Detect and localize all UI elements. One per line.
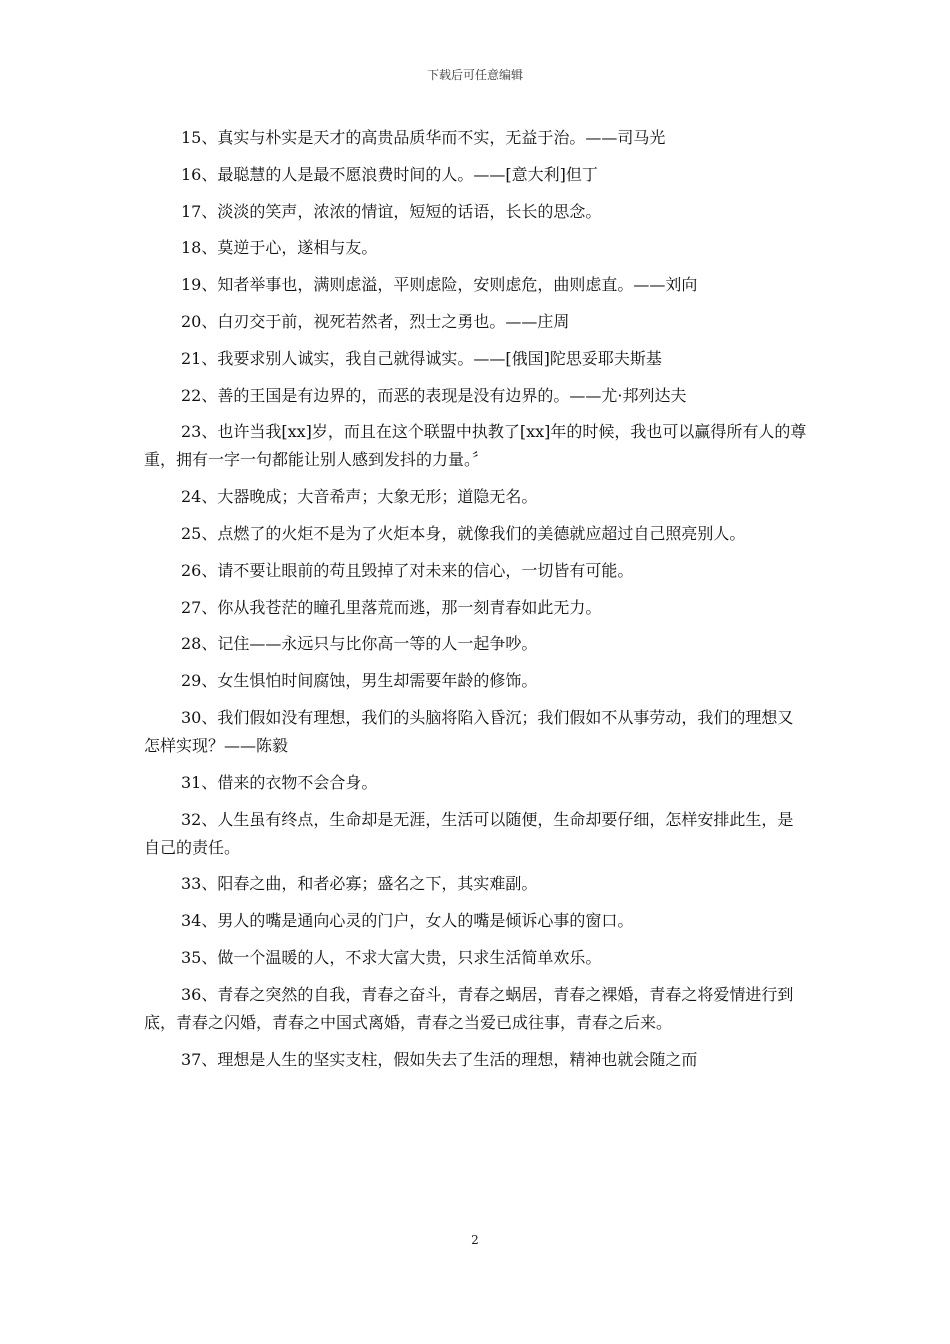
list-item: 16、最聪慧的人是最不愿浪费时间的人。——[意大利]但丁 [181, 164, 598, 184]
list-item: 17、淡淡的笑声，浓浓的情谊，短短的话语，长长的思念。 [181, 201, 602, 221]
quote-list [144, 124, 808, 1082]
list-item: 31、借来的衣物不会合身。 [181, 772, 378, 792]
list-item: 33、阳春之曲，和者必寡；盛名之下，其实难副。 [181, 874, 538, 894]
list-item: 36、青春之突然的自我，青春之奋斗，青春之蜗居，青春之裸婚，青春之将爱情进行到底，青春之闪婚，青春之中国式离婚，青春之当爱已成往事，青春之后来。 [144, 984, 794, 1032]
list-item: 35、做一个温暖的人，不求大富大贵，只求生活简单欢乐。 [181, 947, 602, 967]
list-item: 30、我们假如没有理想，我们的头脑将陷入昏沉；我们假如不从事劳动，我们的理想又怎样实现？——陈毅 [144, 707, 794, 755]
list-item: 18、莫逆于心，遂相与友。 [181, 238, 378, 258]
list-item: 15、真实与朴实是天才的高贵品质华而不实，无益于治。——司马光 [181, 128, 666, 147]
list-item: 26、请不要让眼前的苟且毁掉了对未来的信心，一切皆有可能。 [181, 560, 634, 580]
list-item: 20、白刃交于前，视死若然者，烈士之勇也。——庄周 [181, 311, 570, 331]
list-item: 22、善的王国是有边界的，而恶的表现是没有边界的。——尤·邦列达夫 [181, 385, 687, 405]
list-item: 34、男人的嘴是通向心灵的门户，女人的嘴是倾诉心事的窗口。 [181, 911, 634, 931]
list-item: 28、记住——永远只与比你高一等的人一起争吵。 [181, 634, 538, 654]
list-item: 19、知者举事也，满则虑溢，平则虑险，安则虑危，曲则虑直。——刘向 [181, 275, 698, 295]
page-header: 下载后可任意编辑 [426, 68, 523, 82]
list-item: 29、女生惧怕时间腐蚀，男生却需要年龄的修饰。 [181, 671, 538, 691]
list-item: 37、理想是人生的坚实支柱，假如失去了生活的理想，精神也就会随之而 [181, 1049, 698, 1069]
list-item: 21、我要求别人诚实，我自己就得诚实。——[俄国]陀思妥耶夫斯基 [181, 348, 662, 368]
page-number: 2 [471, 1233, 479, 1247]
list-item: 23、也许当我[xx]岁，而且在这个联盟中执教了[xx]年的时候，我也可以赢得所有人的尊重，拥有一字一句都能让别人感到发抖的力量。〞 [144, 422, 807, 470]
list-item: 27、你从我苍茫的瞳孔里落荒而逃，那一刻青春如此无力。 [181, 597, 602, 617]
list-item: 24、大器晚成；大音希声；大象无形；道隐无名。 [181, 487, 538, 507]
list-item: 25、点燃了的火炬不是为了火炬本身，就像我们的美德就应超过自己照亮别人。 [181, 523, 746, 543]
list-item: 32、人生虽有终点，生命却是无涯，生活可以随便，生命却要仔细，怎样安排此生，是自己的责任。 [144, 809, 794, 857]
